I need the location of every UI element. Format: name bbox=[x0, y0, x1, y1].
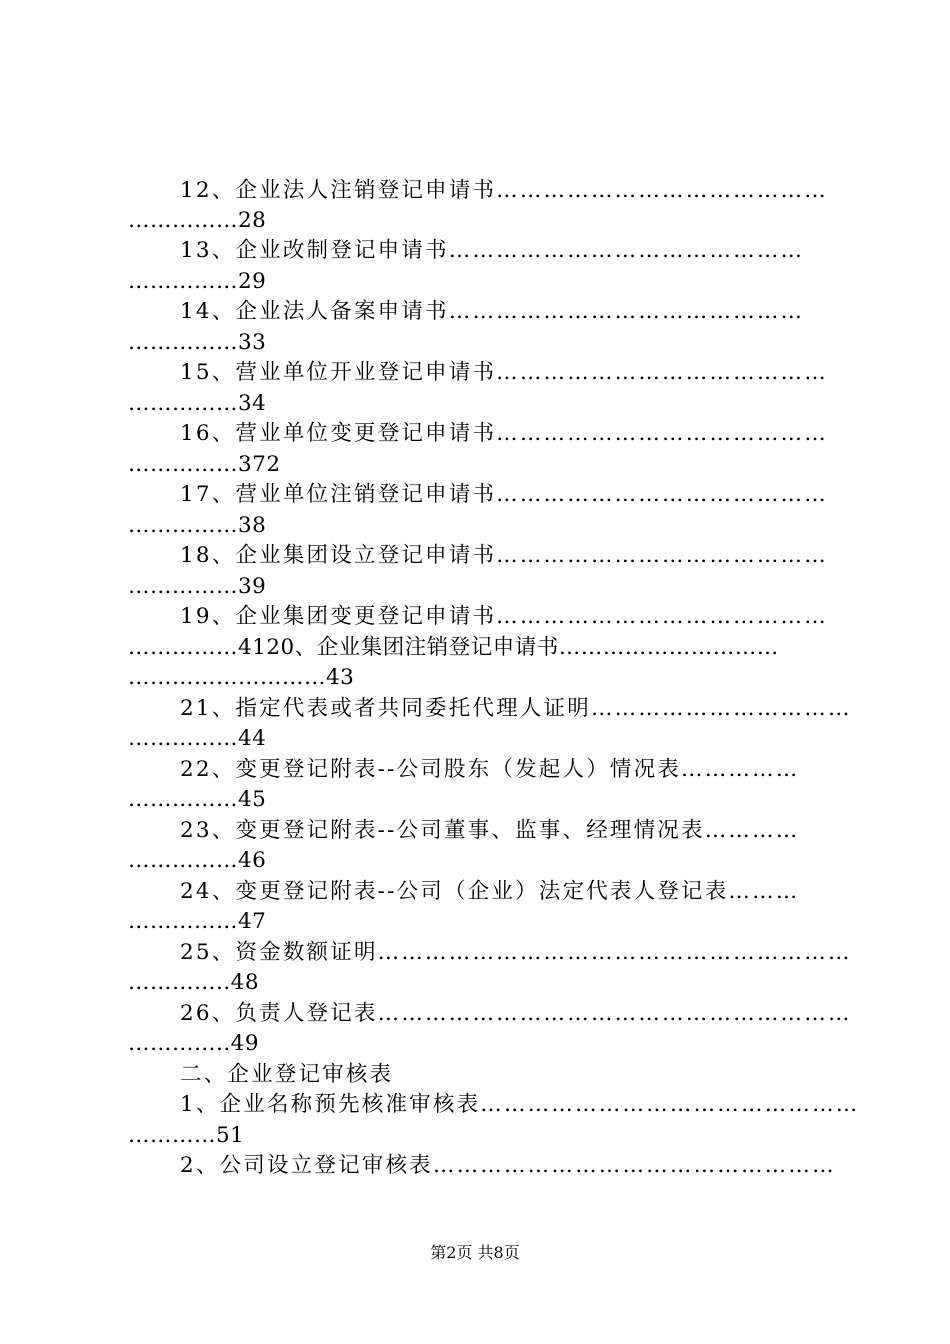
toc-line: 25、资金数额证明…………………………………………………… bbox=[180, 940, 852, 965]
toc-line-continuation: ……………28 bbox=[128, 208, 267, 233]
toc-line: 23、变更登记附表--公司董事、监事、经理情况表………… bbox=[180, 818, 800, 843]
toc-line: 18、企业集团设立登记申请书…………………………………… bbox=[180, 543, 828, 568]
toc-line: 12、企业法人注销登记申请书…………………………………… bbox=[180, 178, 828, 203]
toc-line-continuation: ……………38 bbox=[128, 513, 267, 538]
toc-line: 17、营业单位注销登记申请书…………………………………… bbox=[180, 482, 828, 507]
toc-line-continuation: ……………39 bbox=[128, 574, 267, 599]
toc-line-continuation: ………………………43 bbox=[128, 665, 355, 690]
toc-line-continuation: …………51 bbox=[128, 1123, 245, 1148]
toc-line-continuation: ……………44 bbox=[128, 726, 267, 751]
toc-line: 16、营业单位变更登记申请书…………………………………… bbox=[180, 421, 828, 446]
toc-line-continuation: ……………29 bbox=[128, 269, 267, 294]
page-footer: 第2页 共8页 bbox=[430, 1243, 520, 1262]
toc-line-continuation: ……………45 bbox=[128, 787, 267, 812]
toc-line: 24、变更登记附表--公司（企业）法定代表人登记表……… bbox=[180, 879, 800, 904]
toc-line: 二、企业登记审核表 bbox=[180, 1062, 394, 1087]
toc-line-continuation: …………..49 bbox=[128, 1031, 260, 1056]
toc-line: 14、企业法人备案申请书……………………………………… bbox=[180, 299, 805, 324]
toc-line-continuation: ……………47 bbox=[128, 909, 267, 934]
toc-line-continuation: …………..48 bbox=[128, 970, 260, 995]
toc-line: 2、公司设立登记审核表…………………………………………… bbox=[180, 1153, 836, 1178]
toc-line: 22、变更登记附表--公司股东（发起人）情况表…………… bbox=[180, 757, 800, 782]
toc-line-continuation: ……………33 bbox=[128, 330, 267, 355]
toc-line-continuation: ……………34 bbox=[128, 391, 267, 416]
toc-line-continuation: ……………372 bbox=[128, 452, 281, 477]
toc-line: 13、企业改制登记申请书……………………………………… bbox=[180, 238, 805, 263]
toc-line: 15、营业单位开业登记申请书…………………………………… bbox=[180, 360, 828, 385]
toc-line: 19、企业集团变更登记申请书…………………………………… bbox=[180, 604, 828, 629]
toc-line-continuation: ……………46 bbox=[128, 848, 267, 873]
toc-line: 26、负责人登记表…………………………………………………… bbox=[180, 1001, 852, 1026]
toc-line: 21、指定代表或者共同委托代理人证明…………………………… bbox=[180, 696, 852, 721]
toc-line-continuation: ……………4120、企业集团注销登记申请书………………………… bbox=[128, 635, 779, 660]
toc-line: 1、企业名称预先核准审核表………………………………………… bbox=[180, 1092, 860, 1117]
